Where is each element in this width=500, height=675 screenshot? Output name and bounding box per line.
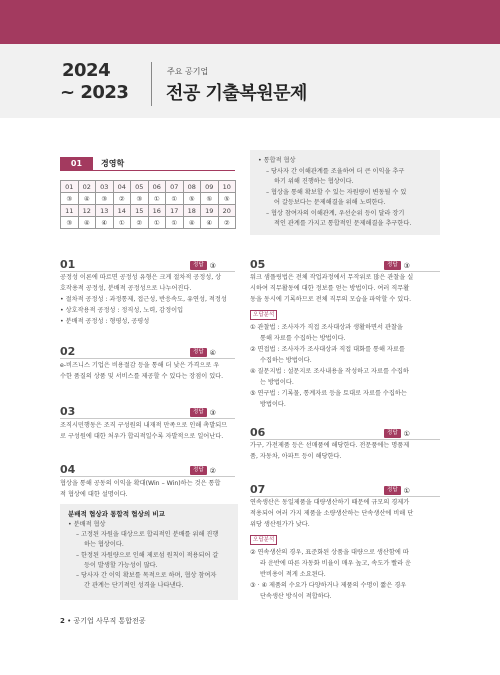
answer-label: 정답: [190, 348, 207, 357]
top-color-band: [0, 0, 500, 44]
question-number: 06: [250, 426, 266, 439]
text-line: ① 관찰법 : 조사자가 직접 조사대상과 생활하면서 관찰을: [250, 324, 403, 331]
answer-badge: [190, 408, 216, 417]
table-cell: ①: [148, 217, 166, 229]
answer-explanation: [250, 272, 445, 305]
header-divider: [151, 62, 152, 106]
box-title: 분배적 협상과 통합적 협상의 비교: [68, 510, 165, 518]
table-cell: 17: [166, 205, 184, 217]
text-line: 하기 위해 진행하는 협상이다.: [274, 178, 354, 185]
table-cell: 19: [201, 205, 219, 217]
text-line: 호작용적 공정성, 분배적 공정성으로 나누어진다.: [60, 285, 192, 292]
text-line: 품, 자동차, 아파트 등이 해당한다.: [250, 453, 342, 460]
table-cell: ③: [96, 193, 114, 205]
wrong-analysis-tag: 오답분석: [250, 310, 277, 320]
table-cell: 01: [61, 181, 79, 193]
text-line: ⑤ 연구법 : 기록물, 통계자료 등을 토대로 자료를 수집하는: [250, 390, 407, 397]
table-cell: ③: [61, 217, 79, 229]
table-cell: ①: [113, 217, 131, 229]
question-number: 01: [60, 258, 76, 271]
box-content: [258, 156, 434, 230]
table-cell: 02: [78, 181, 96, 193]
text-line: 하는 협상이다.: [84, 541, 124, 549]
comparison-box: [60, 504, 238, 600]
answer-label: 정답: [384, 486, 401, 495]
wrong-analysis: [250, 534, 445, 602]
text-line: 적용되어 여러 가지 제품을 소량생산하는 단속생산에 비해 단: [250, 510, 414, 517]
text-line: 수한 품질의 상품 및 서비스를 제공할 수 있다는 장점이 있다.: [60, 373, 224, 380]
table-cell: 05: [131, 181, 149, 193]
text-line: 방법이다.: [260, 401, 286, 408]
text-line: 동을 동시에 기록하므로 전체 직무의 모습을 파악할 수 있다.: [250, 296, 412, 303]
text-line: 협상을 통해 공동의 이익을 확대(Win – Win)하는 것은 통합: [60, 480, 221, 487]
text-line: – 고정된 자원을 대상으로 합리적인 분배를 위해 진행: [76, 531, 219, 539]
answer-label: 정답: [190, 466, 207, 475]
answer-label: 정답: [384, 429, 401, 438]
answer-value: ③: [209, 408, 216, 417]
text-line: 단속생산 방식이 적합하다.: [260, 593, 332, 600]
text-line: 반비용이 적게 소요된다.: [260, 571, 326, 578]
box-content: [68, 520, 232, 591]
divider: [60, 418, 235, 419]
table-cell: ①: [166, 193, 184, 205]
text-line: 워크 샘플링법은 전체 작업과정에서 무작위로 많은 관찰을 실: [250, 274, 414, 281]
question-number: 04: [60, 463, 76, 476]
table-cell: 14: [113, 205, 131, 217]
text-line: 는 방법이다.: [260, 379, 294, 386]
divider: [60, 358, 235, 359]
page-title: 전공 기출복원문제: [166, 83, 307, 104]
text-line: 간 관계는 단기적인 성격을 나타낸다.: [84, 582, 184, 590]
table-cell: ④: [78, 217, 96, 229]
table-cell: 11: [61, 205, 79, 217]
table-cell: ①: [148, 193, 166, 205]
text-line: ③ · ④ 제품의 수요가 다양하거나 제품의 수명이 짧은 경우: [250, 582, 407, 589]
table-cell: ①: [166, 217, 184, 229]
answer-value: ②: [209, 466, 216, 475]
section-number: 01: [60, 157, 93, 171]
answer-badge: [384, 486, 410, 495]
text-line: • 분배적 공정성 : 형평성, 공평성: [60, 318, 150, 325]
text-line: – 한정된 자원량으로 인해 제로섬 원칙이 적용되어 갈: [76, 551, 219, 559]
table-row: [61, 217, 236, 229]
answer-explanation: [60, 360, 240, 382]
text-line: – 협상 참여자의 이해관계, 우선순위 등이 달라 장기: [266, 209, 405, 217]
text-line: – 협상을 통해 확보할 수 있는 자원량이 변동될 수 있: [266, 188, 407, 196]
table-cell: 06: [148, 181, 166, 193]
table-cell: 03: [96, 181, 114, 193]
text-line: 로 구성원에 대한 처우가 합리적일수록 자발적으로 일어난다.: [60, 433, 224, 440]
table-cell: 15: [131, 205, 149, 217]
table-row: [61, 181, 236, 193]
divider: [60, 476, 235, 477]
text-line: 조직시민행동은 조직 구성원의 내재적 만족으로 인해 촉발되므: [60, 422, 228, 429]
text-line: • 분배적 협상: [68, 521, 106, 528]
table-cell: ⑤: [218, 193, 236, 205]
text-line: 공정성 이론에 따르면 공정성 유형은 크게 절차적 공정성, 상: [60, 274, 222, 281]
text-line: 시하여 직무활동에 대한 정보를 얻는 방법이다. 여러 직무활: [250, 285, 410, 292]
answer-badge: [190, 348, 216, 357]
answer-value: ③: [403, 261, 410, 270]
text-line: • 통합적 협상: [258, 157, 296, 164]
table-cell: 18: [183, 205, 201, 217]
text-line: 통해 자료를 수집하는 방법이다.: [260, 335, 346, 342]
text-line: – 당사자 간 이익 확보를 목적으로 하며, 협상 참여자: [76, 572, 217, 580]
table-cell: ④: [96, 217, 114, 229]
section-title: 경영학: [101, 159, 125, 168]
answer-badge: [190, 261, 216, 270]
answer-explanation: [60, 420, 240, 442]
table-cell: ②: [131, 217, 149, 229]
text-line: 위당 생산원가가 낮다.: [250, 521, 310, 528]
text-line: ④ 질문지법 : 설문지로 조사내용을 작성하고 자료를 수집하: [250, 368, 409, 375]
footer-text: • 공기업 사무직 통합전공: [67, 617, 146, 625]
integrative-negotiation-box: [250, 150, 440, 235]
table-cell: 16: [148, 205, 166, 217]
year-bottom: ~ 2023: [60, 82, 129, 103]
wrong-analysis: [250, 309, 445, 410]
wrong-analysis-tag: 오답분석: [250, 535, 277, 545]
answer-explanation: [250, 497, 445, 530]
answer-badge: [190, 466, 216, 475]
table-cell: 13: [96, 205, 114, 217]
answer-explanation: [250, 440, 445, 462]
text-line: ② 연속생산의 경우, 표준화된 상품을 대량으로 생산함에 따: [250, 549, 409, 556]
page-number: 2: [60, 617, 65, 625]
table-cell: 07: [166, 181, 184, 193]
table-cell: ⑤: [201, 193, 219, 205]
text-line: 등이 발생할 가능성이 많다.: [84, 561, 158, 569]
answer-label: 정답: [384, 261, 401, 270]
page-footer: [60, 616, 146, 626]
text-line: 가구, 가전제품 등은 선매품에 해당한다. 전문품에는 명품제: [250, 442, 410, 449]
text-line: 어 갈등보다는 문제해결을 위해 노력한다.: [274, 199, 386, 206]
table-cell: ③: [61, 193, 79, 205]
question-number: 05: [250, 258, 266, 271]
text-line: e-비즈니스 기업은 비용절감 등을 통해 더 낮은 가격으로 우: [60, 362, 220, 369]
answer-value: ①: [403, 486, 410, 495]
section-heading: [60, 157, 235, 171]
table-cell: ④: [78, 193, 96, 205]
table-cell: ③: [131, 193, 149, 205]
table-cell: 04: [113, 181, 131, 193]
text-line: • 상호작용적 공정성 : 정직성, 노력, 감정이입: [60, 307, 184, 314]
text-line: 적 협상에 대한 설명이다.: [60, 491, 128, 498]
text-line: 라 운반에 따른 자동화 비율이 매우 높고, 속도가 빨라 운: [260, 560, 412, 567]
answer-table: [60, 180, 236, 229]
table-row: [61, 205, 236, 217]
answer-label: 정답: [190, 408, 207, 417]
text-line: – 당사자 간 이해관계를 조율하여 더 큰 이익을 추구: [266, 167, 405, 175]
question-number: 02: [60, 345, 76, 358]
answer-explanation: [60, 478, 240, 500]
answer-badge: [384, 261, 410, 270]
answer-badge: [384, 429, 410, 438]
text-line: ② 면접법 : 조사자가 조사대상과 직접 대화를 통해 자료를: [250, 346, 405, 353]
table-cell: ④: [201, 217, 219, 229]
table-cell: ②: [113, 193, 131, 205]
table-cell: ④: [183, 217, 201, 229]
table-cell: ②: [218, 217, 236, 229]
table-cell: 08: [183, 181, 201, 193]
answer-value: ③: [209, 261, 216, 270]
text-line: 연속생산은 동일제품을 대량생산하기 때문에 규모의 경제가: [250, 499, 410, 506]
table-cell: ⑤: [183, 193, 201, 205]
answer-explanation: [60, 272, 240, 327]
table-cell: 12: [78, 205, 96, 217]
table-cell: 09: [201, 181, 219, 193]
table-row: [61, 193, 236, 205]
answer-value: ④: [209, 348, 216, 357]
answer-label: 정답: [190, 261, 207, 270]
question-number: 03: [60, 405, 76, 418]
text-line: • 절차적 공정성 : 과정통제, 접근성, 반응속도, 유연성, 적정성: [60, 296, 227, 303]
answer-value: ①: [403, 429, 410, 438]
question-number: 07: [250, 483, 266, 496]
year-top: 2024: [62, 60, 111, 81]
table-cell: 20: [218, 205, 236, 217]
table-cell: 10: [218, 181, 236, 193]
text-line: 수집하는 방법이다.: [260, 357, 312, 364]
header-subtitle: 주요 공기업: [167, 67, 209, 76]
text-line: 적인 관계를 가지고 통합적인 문제해결을 추구한다.: [274, 220, 412, 227]
